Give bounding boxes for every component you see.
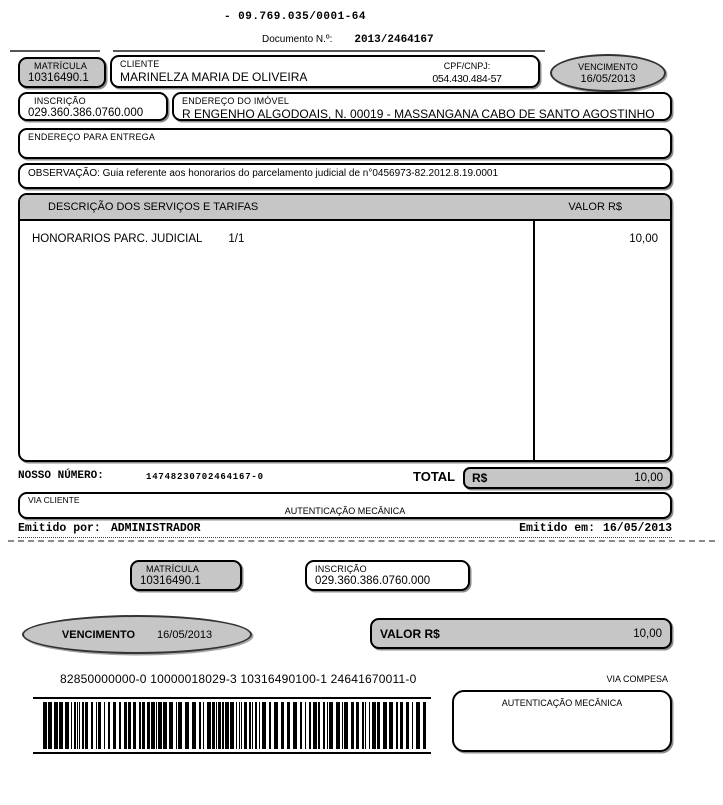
cut-line	[8, 540, 715, 542]
compesa-inscricao-label: INSCRIÇÃO	[315, 564, 367, 574]
observacao-box	[18, 163, 672, 189]
compesa-inscricao-box	[305, 560, 470, 591]
total-moeda: R$	[472, 471, 488, 485]
servico-valor: 10,00	[629, 233, 658, 245]
compesa-vencimento-ellipse	[22, 615, 252, 654]
compesa-autenticacao-box	[452, 690, 672, 752]
endereco-entrega-box	[18, 128, 672, 159]
compesa-valor-value: 10,00	[633, 627, 662, 640]
cnpj-line: - 09.769.035/0001-64	[223, 11, 367, 23]
servicos-header-valor: VALOR R$	[568, 201, 622, 213]
matricula-box	[18, 57, 106, 88]
vencimento-value: 16/05/2013	[580, 72, 636, 85]
servico-descricao: HONORARIOS PARC. JUDICIAL	[32, 233, 203, 245]
compesa-autenticacao-label: AUTENTICAÇÃO MECÂNICA	[501, 698, 623, 708]
compesa-matricula-value: 10316490.1	[140, 575, 201, 587]
compesa-vencimento-value: 16/05/2013	[157, 628, 213, 641]
servicos-header-descricao: DESCRIÇÃO DOS SERVIÇOS E TARIFAS	[48, 201, 259, 213]
via-cliente-autenticacao: AUTENTICAÇÃO MECÂNICA	[284, 506, 406, 516]
via-cliente-box	[18, 492, 672, 519]
emitido-por-value: ADMINISTRADOR	[110, 522, 201, 535]
servico-parcela: 1/1	[228, 233, 245, 245]
nosso-numero-value: 14748230702464167-0	[146, 472, 264, 482]
matricula-value: 10316490.1	[28, 72, 89, 84]
documento-row	[262, 34, 434, 46]
barcode-rule-bottom	[33, 752, 431, 754]
header-rule-left	[10, 50, 100, 52]
emitido-em-value: 16/05/2013	[602, 522, 672, 535]
servicos-header	[20, 195, 670, 221]
total-label: TOTAL	[413, 469, 456, 484]
via-cliente-label: VIA CLIENTE	[28, 495, 80, 505]
cliente-box	[110, 55, 540, 88]
servicos-row	[32, 233, 244, 245]
inscricao-value: 029.360.386.0760.000	[28, 107, 144, 119]
emitido-por-label: Emitido por:	[18, 522, 101, 535]
compesa-valor-label: VALOR R$	[380, 626, 440, 641]
via-compesa-label: VIA COMPESA	[606, 674, 668, 684]
cpf-label: CPF/CNPJ:	[443, 61, 491, 71]
cpf-value: 054.430.484-57	[432, 73, 502, 85]
cliente-value: MARINELZA MARIA DE OLIVEIRA	[120, 70, 308, 84]
endereco-imovel-label: ENDEREÇO DO IMÓVEL	[182, 96, 290, 106]
emitido-em-label: Emitido em:	[519, 522, 595, 535]
documento-label: Documento N.º:	[262, 34, 333, 45]
servicos-column-divider	[533, 221, 535, 460]
endereco-imovel-value: R ENGENHO ALGODOAIS, N. 00019 - MASSANGANA CABO DE SANTO AGOSTINHO	[182, 107, 655, 121]
emissao-row	[18, 522, 672, 538]
compesa-vencimento-label: VENCIMENTO	[61, 628, 136, 641]
compesa-matricula-label: MATRÍCULA	[146, 564, 200, 574]
documento-value: 2013/2464167	[354, 34, 434, 46]
total-box	[463, 467, 672, 489]
compesa-matricula-box	[130, 560, 242, 591]
nosso-numero-label: NOSSO NÚMERO:	[18, 470, 104, 482]
endereco-entrega-label: ENDEREÇO PARA ENTREGA	[28, 132, 156, 142]
observacao-text: OBSERVAÇÃO: Guia referente aos honorarios do parcelamento judicial de n°0456973-82.2012.8.19.0001	[28, 168, 499, 179]
endereco-imovel-box	[172, 92, 672, 121]
linha-digitavel: 82850000000-0 10000018029-3 10316490100-1 24641670011-0	[60, 672, 417, 686]
inscricao-box	[18, 92, 168, 121]
cliente-label: CLIENTE	[120, 59, 160, 69]
total-value: 10,00	[634, 472, 663, 484]
header-rule-main	[113, 50, 545, 52]
vencimento-label: VENCIMENTO	[578, 61, 638, 72]
barcode-rule-top	[33, 697, 431, 699]
compesa-valor-box	[370, 618, 672, 649]
inscricao-label: INSCRIÇÃO	[34, 96, 86, 106]
compesa-inscricao-value: 029.360.386.0760.000	[315, 575, 431, 587]
matricula-label: MATRÍCULA	[34, 61, 88, 71]
servicos-table	[18, 193, 672, 462]
vencimento-ellipse	[550, 54, 666, 92]
barcode	[43, 702, 433, 749]
cpf-block	[397, 61, 537, 85]
